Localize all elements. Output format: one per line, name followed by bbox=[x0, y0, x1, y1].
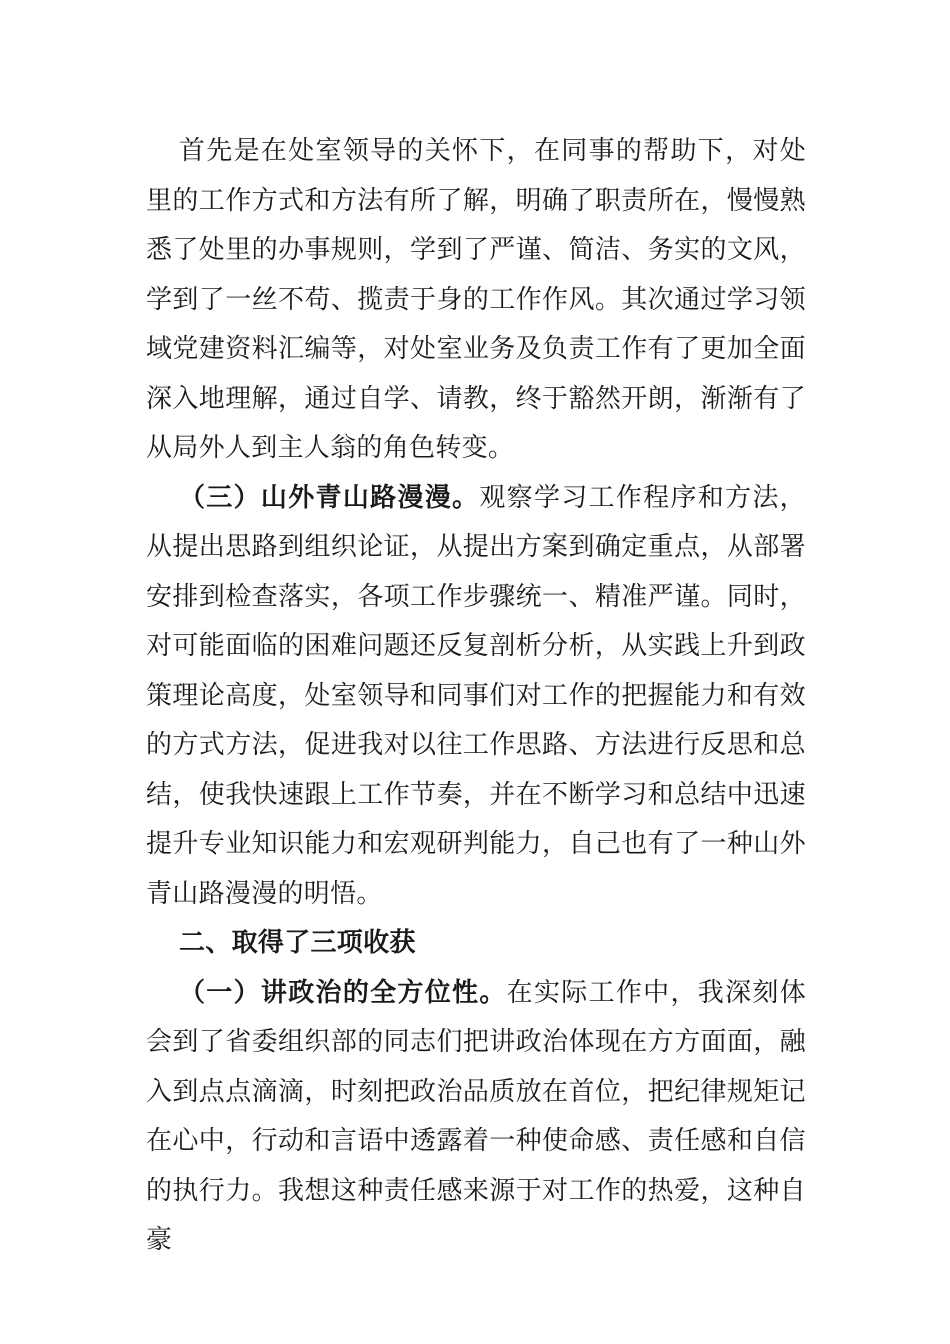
section-heading-2: 二、取得了三项收获 bbox=[179, 928, 416, 958]
paragraph-1: 首先是在处室领导的关怀下，在同事的帮助下，对处里的工作方式和方法有所了解，明确了职责所在，慢慢熟悉了处里的办事规则，学到了严谨、简洁、务实的文风，学到了一丝不苟、揽责于身的工作作风。其次通过学习领域党建资料汇编等，对处室业务及负责工作有了更加全面深入地理解，通过自学、请教，终于豁然开朗，渐渐有了从局外人到主人翁的角色转变。 bbox=[146, 136, 806, 463]
paragraph-3 bbox=[146, 969, 806, 1266]
paragraph-2 bbox=[146, 474, 806, 920]
paragraph-3-lead: （一）讲政治的全方位性。 bbox=[179, 977, 507, 1008]
paragraph-3-body: 在实际工作中，我深刻体会到了省委组织部的同志们把讲政治体现在方方面面，融入到点点滴滴，时刻把政治品质放在首位，把纪律规矩记在心中，行动和言语中透露着一种使命感、责任感和自信的执行力。我想这种责任感来源于对工作的热爱，这种自豪 bbox=[146, 977, 806, 1255]
document-body bbox=[146, 127, 806, 1266]
paragraph-2-lead: （三）山外青山路漫漫。 bbox=[179, 482, 480, 513]
paragraph-2-body: 观察学习工作程序和方法，从提出思路到组织论证，从提出方案到确定重点，从部署安排到检查落实，各项工作步骤统一、精准严谨。同时，对可能面临的困难问题还反复剖析分析，从实践上升到政策理论高度，处室领导和同事们对工作的把握能力和有效的方式方法，促进我对以往工作思路、方法进行反思和总结，使我快速跟上工作节奏，并在不断学习和总结中迅速提升专业知识能力和宏观研判能力，自己也有了一种山外青山路漫漫的明悟。 bbox=[146, 482, 806, 909]
